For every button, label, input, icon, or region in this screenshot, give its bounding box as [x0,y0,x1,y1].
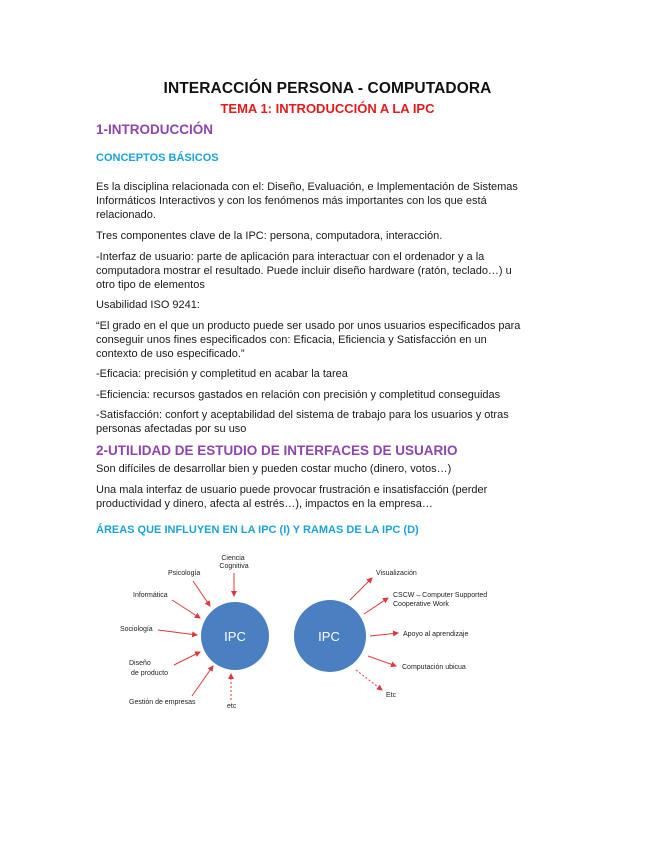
text-line: conseguir unos fines especificados con: Eficacia, Eficiencia y Satisfacción en un [96,334,487,347]
text-line: Informáticos Interactivos y con los fenómenos más importantes con los que está [96,195,487,208]
arrow-psicologia [193,581,210,606]
arrow-computacion [368,656,396,666]
text-line: otro tipo de elementos [96,279,205,292]
label-etc-left: etc [227,703,237,710]
arrow-informatica [172,600,200,618]
arrow-gestion [192,666,213,696]
text-line: Una mala interfaz de usuario puede provocar frustración e insatisfacción (perder [96,484,488,496]
label-visualizacion: Visualización [376,570,417,577]
label-gestion-empresas: Gestión de empresas [129,699,196,706]
paragraph-dificiles [96,462,566,476]
text-line: -Satisfacción: confort y aceptabilidad del sistema de trabajo para los usuarios y otras [96,409,509,421]
label-sociologia: Sociología [120,626,153,633]
text-line: contexto de uso especificado.” [96,348,245,361]
section1-heading: 1-INTRODUCCIÓN [96,122,213,137]
paragraph-eficacia [96,367,566,381]
text-line: personas afectadas por su uso [96,423,247,436]
arrow-etc-right [356,670,382,690]
paragraph-components [96,229,566,243]
label-etc-right: Etc [386,692,397,699]
document-subtitle: TEMA 1: INTRODUCCIÓN A LA IPC [220,101,435,116]
text-line: -Eficacia: precisión y completitud en acabar la tarea [96,368,348,380]
text-line: Tres componentes clave de la IPC: persona, computadora, interacción. [96,230,443,242]
text-line: Es la disciplina relacionada con el: Diseño, Evaluación, e Implementación de Sistemas [96,181,518,193]
label-ciencia-cognitiva: Ciencia Cognitiva [219,555,249,570]
document-title: INTERACCIÓN PERSONA - COMPUTADORA [163,80,492,97]
text-line: -Eficiencia: recursos gastados en relación con precisión y completitud conseguidas [96,389,501,401]
ipc-label-right: IPC [318,629,340,644]
paragraph-quote [96,319,566,362]
arrow-apoyo [370,633,398,636]
text-line: -Interfaz de usuario: parte de aplicación para interactuar con el ordenador y a la [96,251,485,263]
ipc-diagram [100,548,520,723]
ipc-label-left: IPC [224,629,246,644]
label-computacion-ubicua: Computación ubicua [402,664,466,671]
label-apoyo-aprendizaje: Apoyo al aprendizaje [403,631,469,638]
paragraph-mala-interfaz [96,483,566,511]
text-line: “El grado en el que un producto puede ser usado por unos usuarios especificados para [96,320,521,332]
text-line: computadora mostrar el resultado. Puede incluir diseño hardware (ratón, teclado…) u [96,265,512,278]
arrow-diseno [174,652,200,665]
section1-subheading: CONCEPTOS BÁSICOS [96,152,219,164]
section2-heading: 2-UTILIDAD DE ESTUDIO DE INTERFACES DE USUARIO [96,443,458,458]
ipc-diagram-svg [100,548,520,723]
arrow-cscw [364,598,388,614]
text-line: Son difíciles de desarrollar bien y pueden costar mucho (dinero, votos…) [96,463,452,475]
label-psicologia: Psicología [168,570,201,577]
text-line: Usabilidad ISO 9241: [96,299,200,311]
paragraph-eficiencia [96,388,566,402]
section2-subheading: ÁREAS QUE INFLUYEN EN LA IPC (I) Y RAMAS DE LA IPC (D) [96,524,419,536]
paragraph-satisfaccion [96,408,566,436]
paragraph-definition [96,180,566,223]
text-line: productividad y dinero, afecta al estrés…), impactos en la empresa… [96,498,433,511]
label-cscw: CSCW – Computer Supported Cooperative Work [393,592,488,608]
arrow-sociologia [158,630,197,635]
label-informatica: Informática [133,592,168,599]
arrow-visualizacion [350,578,372,600]
label-diseno-producto: Diseño de producto [129,660,168,677]
text-line: relacionado. [96,209,156,222]
paragraph-interface [96,250,566,293]
paragraph-iso [96,298,566,312]
